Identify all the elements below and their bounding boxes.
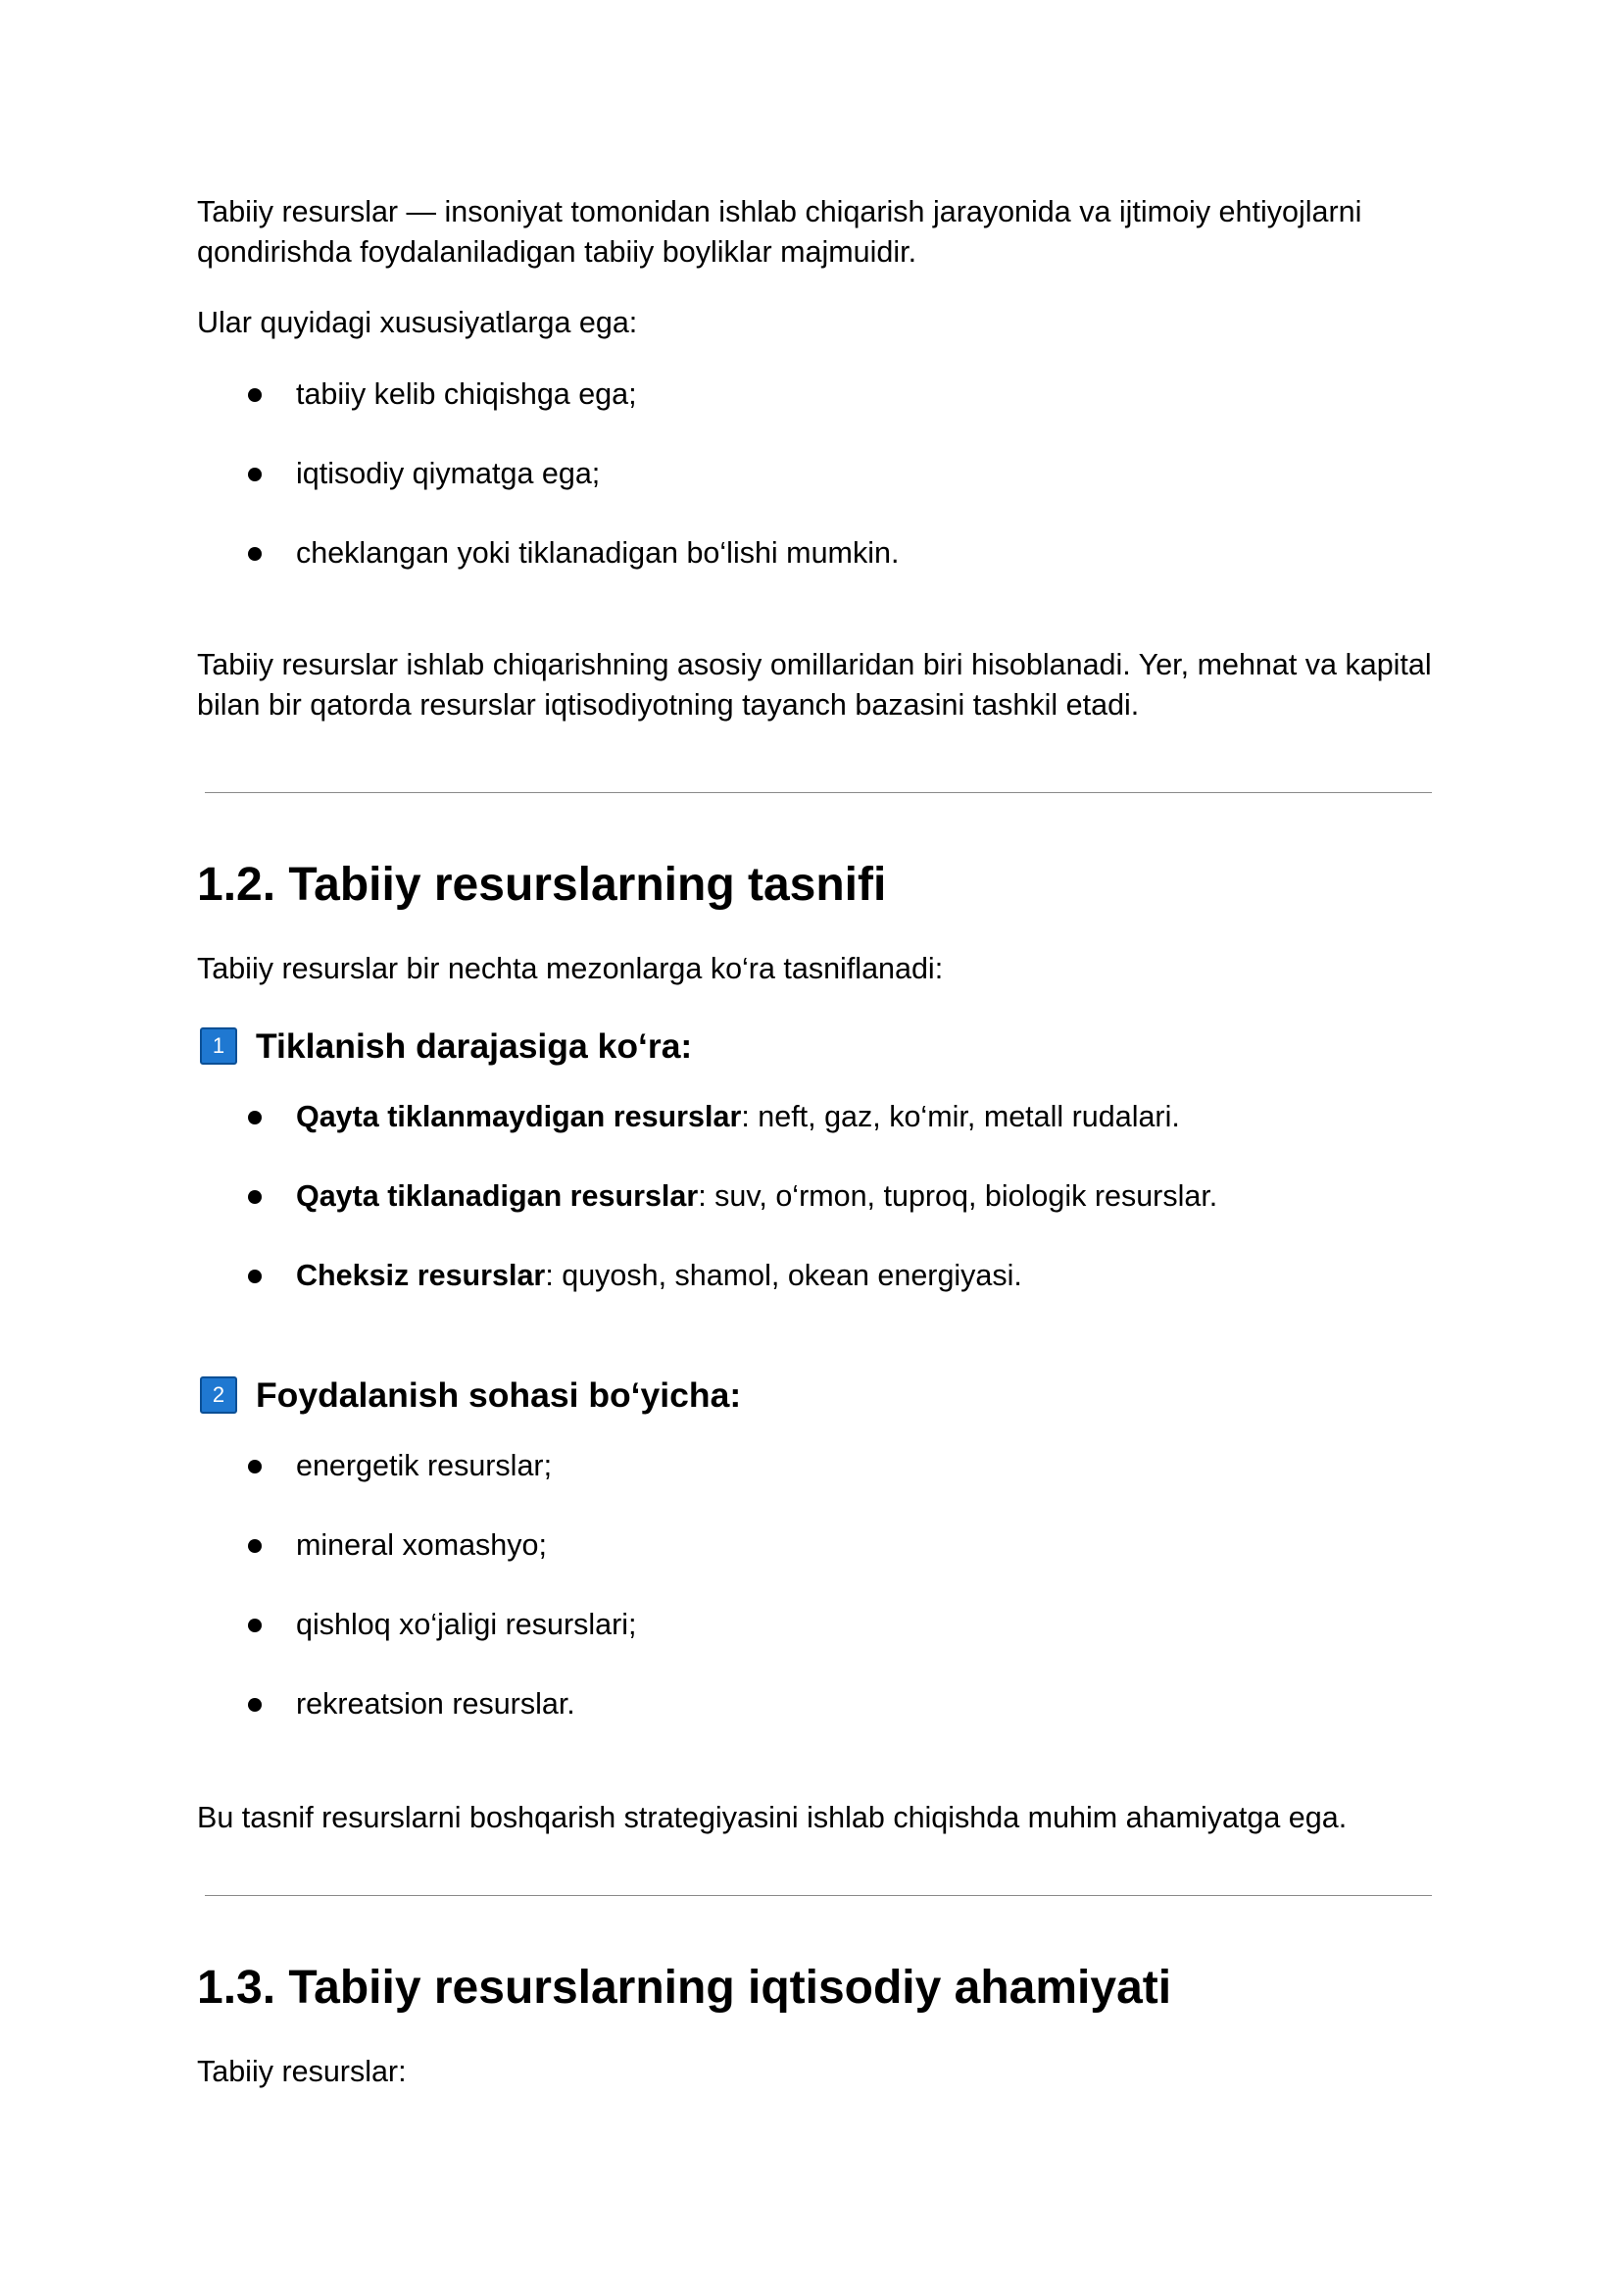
keycap-number-icon: 2 (200, 1376, 237, 1414)
intro-paragraph-properties: Ular quyidagi xususiyatlarga ega: (197, 306, 638, 339)
horizontal-rule (205, 792, 1432, 793)
intro-paragraph-factors: Tabiiy resurslar ishlab chiqarishning asosiy omillaridan biri hisoblanadi. Yer, mehnat va kapital bilan bir qatorda resurslar iqtisodiyotning tayanch bazasini tashkil etadi. (197, 648, 1432, 722)
section-1-2-lead: Tabiiy resurslar bir nechta mezonlarga ko‘ra tasniflanadi: (197, 952, 944, 985)
list-item: rekreatsion resurslar. (197, 1684, 1432, 1724)
list-item: cheklangan yoki tiklanadigan bo‘lishi mumkin. (197, 533, 1432, 574)
list-item: mineral xomashyo; (197, 1525, 1432, 1566)
bullet-icon (248, 1270, 262, 1283)
bullet-icon (248, 547, 262, 561)
list-item: iqtisodiy qiymatga ega; (197, 454, 1432, 494)
bullet-icon (248, 468, 262, 481)
bullet-icon (248, 1190, 262, 1204)
intro-paragraph-definition: Tabiiy resurslar — insoniyat tomonidan ishlab chiqarish jarayonida va ijtimoiy ehtiyojlarni qondirishda foydalaniladigan tabiiy boyliklar majmuidir. (197, 195, 1362, 269)
section-1-3-lead: Tabiiy resurslar: (197, 2055, 407, 2088)
bullet-icon (248, 1619, 262, 1632)
subheading-usage-area: 2 Foydalanish sohasi bo‘yicha: (197, 1373, 1432, 1417)
list-item: Qayta tiklanmaydigan resurslar: neft, gaz, ko‘mir, metall rudalari. (197, 1097, 1432, 1137)
section-1-2-closing: Bu tasnif resurslarni boshqarish strategiyasini ishlab chiqishda muhim ahamiyatga ega. (197, 1801, 1348, 1834)
section-heading-1-3: 1.3. Tabiiy resurslarning iqtisodiy ahamiyati (197, 1962, 1172, 2014)
list-item: tabiiy kelib chiqishga ega; (197, 374, 1432, 415)
bullet-icon (248, 1539, 262, 1553)
list-item: Qayta tiklanadigan resurslar: suv, o‘rmon, tuproq, biologik resurslar. (197, 1176, 1432, 1217)
section-heading-1-2: 1.2. Tabiiy resurslarning tasnifi (197, 859, 887, 911)
properties-list (197, 374, 1432, 574)
subheading-renewability: 1 Tiklanish darajasiga ko‘ra: (197, 1024, 1432, 1068)
horizontal-rule (205, 1895, 1432, 1896)
renewability-list (197, 1097, 1432, 1296)
bullet-icon (248, 1111, 262, 1124)
usage-area-list (197, 1446, 1432, 1724)
list-item: Cheksiz resurslar: quyosh, shamol, okean energiyasi. (197, 1256, 1432, 1296)
document-page (197, 192, 1432, 2092)
bullet-icon (248, 1698, 262, 1712)
keycap-number-icon: 1 (200, 1027, 237, 1065)
bullet-icon (248, 388, 262, 402)
list-item: qishloq xo‘jaligi resurslari; (197, 1605, 1432, 1645)
bullet-icon (248, 1460, 262, 1473)
list-item: energetik resurslar; (197, 1446, 1432, 1486)
